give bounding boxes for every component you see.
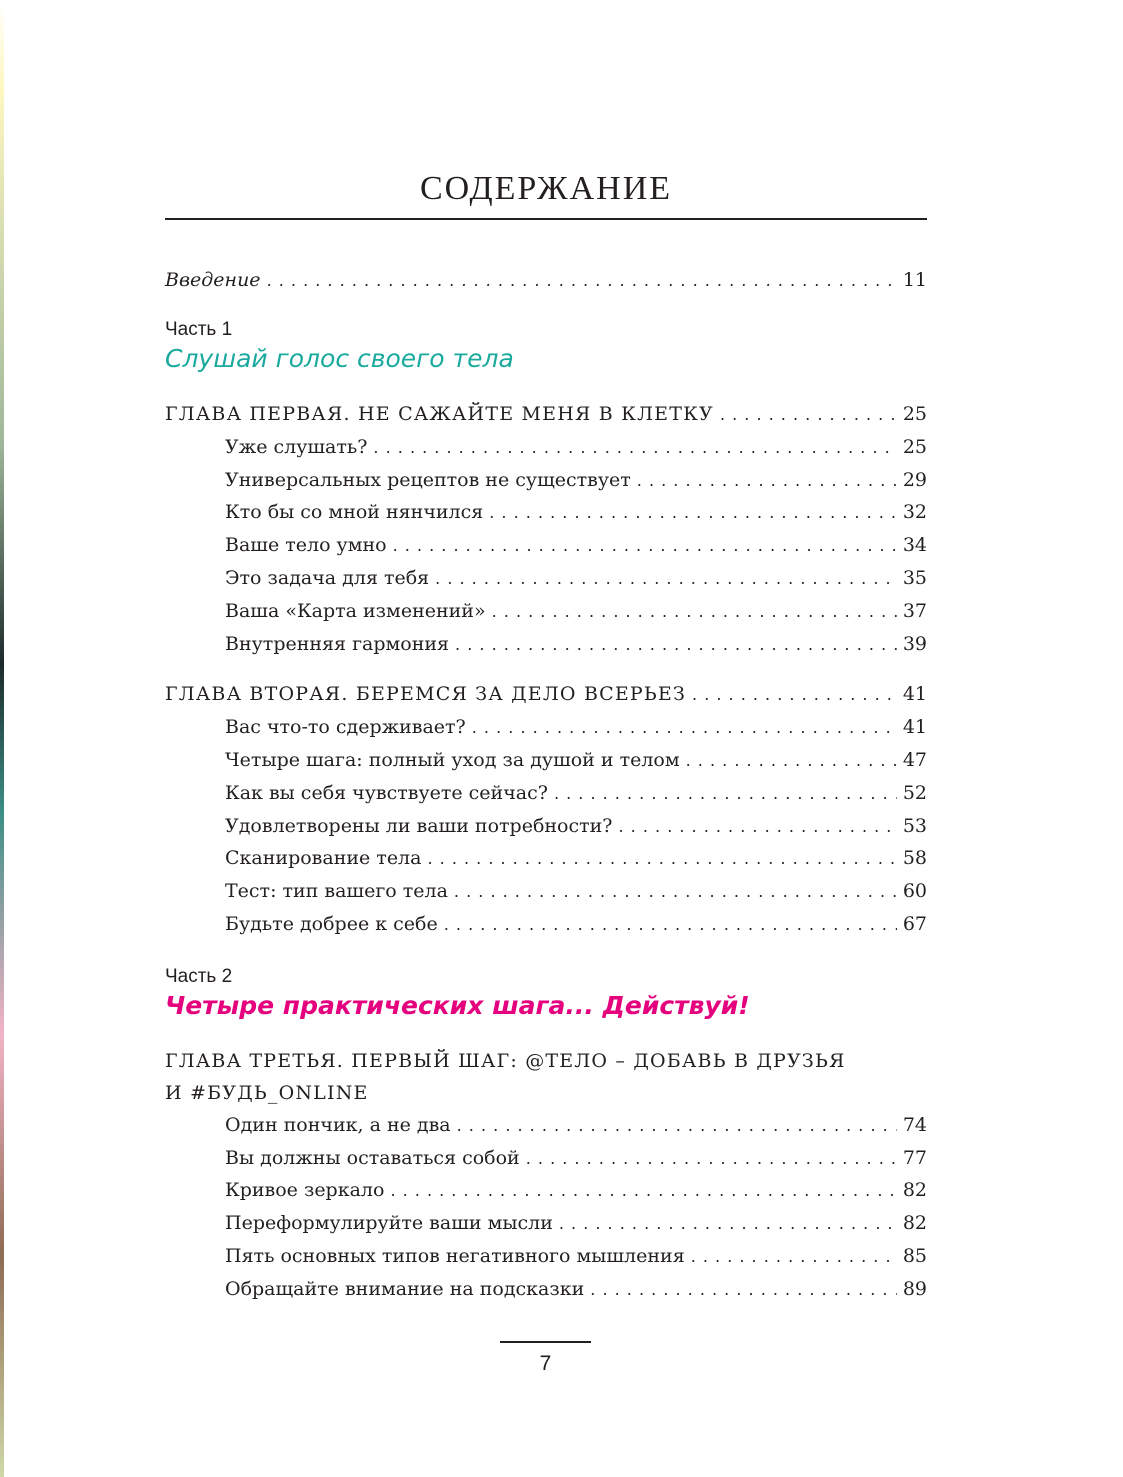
leader-dots	[559, 1208, 897, 1241]
leader-dots	[454, 876, 897, 909]
toc-entry-label: Сканирование тела	[225, 847, 422, 870]
toc-entry-intro[interactable]	[165, 262, 927, 298]
toc-entry[interactable]	[165, 1174, 927, 1207]
toc-entry-label: Ваша «Карта изменений»	[225, 599, 486, 622]
toc-entry-label: Переформулируйте ваши мысли	[225, 1212, 553, 1235]
toc-entry[interactable]	[165, 908, 927, 941]
toc-entry-label: Будьте добрее к себе	[225, 912, 438, 935]
toc-entry-label: Обращайте внимание на подсказки	[225, 1277, 585, 1300]
toc-entry[interactable]	[165, 711, 927, 744]
leader-dots	[691, 1241, 897, 1274]
part-title: Четыре практических шага... Действуй!	[165, 990, 750, 1020]
toc-entry[interactable]	[165, 529, 927, 562]
toc-entry-page: 32	[902, 501, 927, 524]
toc-entry[interactable]	[165, 810, 927, 843]
page-number: 7	[539, 1352, 552, 1375]
leader-dots	[526, 1143, 897, 1176]
toc-entry-page: 37	[902, 599, 927, 622]
toc-entry-page: 74	[902, 1113, 927, 1136]
toc-entry-label: Уже слушать?	[225, 435, 368, 458]
chapter-title-line: ГЛАВА ТРЕТЬЯ. ПЕРВЫЙ ШАГ: @ТЕЛО – ДОБАВЬ В ДРУЗЬЯ	[165, 1049, 846, 1072]
toc-entry-page: 60	[902, 880, 927, 903]
toc-entry[interactable]	[165, 595, 927, 628]
toc-entry-page: 29	[902, 468, 927, 491]
leader-dots	[492, 596, 897, 629]
toc-entry-page: 35	[902, 566, 927, 589]
toc-entry-page: 11	[902, 269, 927, 291]
leader-dots	[427, 843, 896, 876]
toc-entry-page: 41	[902, 716, 927, 739]
table-of-contents	[165, 262, 927, 1306]
leader-dots	[489, 497, 897, 530]
toc-entry-page: 39	[902, 632, 927, 655]
toc-entry-page: 85	[902, 1244, 927, 1267]
toc-entry[interactable]	[165, 875, 927, 908]
toc-entry-page: 58	[902, 847, 927, 870]
part-title: Слушай голос своего тела	[165, 344, 514, 373]
leader-dots	[390, 1175, 896, 1208]
toc-entry-page: 67	[902, 912, 927, 935]
toc-entry-label: Введение	[165, 269, 261, 291]
toc-entry[interactable]	[165, 628, 927, 661]
toc-entry-page: 41	[902, 683, 927, 706]
leader-dots	[373, 432, 896, 465]
leader-dots	[455, 629, 897, 662]
toc-entry-label: Вы должны оставаться собой	[225, 1146, 520, 1169]
leader-dots	[619, 811, 897, 844]
toc-entry-page: 47	[902, 748, 927, 771]
footer-rule	[500, 1341, 591, 1343]
toc-entry[interactable]	[165, 1273, 927, 1306]
toc-entry[interactable]	[165, 744, 927, 777]
leader-dots	[590, 1274, 897, 1307]
toc-entry[interactable]	[165, 842, 927, 875]
toc-entry-label: Вас что-то сдерживает?	[225, 716, 466, 739]
toc-entry-page: 34	[902, 534, 927, 557]
leader-dots	[444, 909, 897, 942]
part-label: Часть 1	[165, 319, 233, 340]
toc-entry[interactable]	[165, 562, 927, 595]
toc-entry-label: Кто бы со мной нянчился	[225, 501, 484, 524]
leader-dots	[554, 778, 897, 811]
toc-entry-label: Ваше тело умно	[225, 534, 387, 557]
leader-dots	[692, 679, 897, 712]
toc-entry-label: Четыре шага: полный уход за душой и телом	[225, 748, 680, 771]
leader-dots	[457, 1110, 897, 1143]
toc-entry-label: Удовлетворены ли ваши потребности?	[225, 814, 613, 837]
leader-dots	[686, 745, 897, 778]
spacer	[165, 660, 927, 678]
toc-entry[interactable]	[165, 1240, 927, 1273]
toc-entry-page: 89	[902, 1277, 927, 1300]
leader-dots	[393, 530, 897, 563]
toc-chapter[interactable]	[165, 678, 927, 711]
toc-entry-page: 82	[902, 1212, 927, 1235]
page-title: СОДЕРЖАНИЕ	[419, 170, 673, 207]
toc-entry-label: Один пончик, а не два	[225, 1113, 451, 1136]
leader-dots	[472, 712, 897, 745]
toc-entry-label: Пять основных типов негативного мышления	[225, 1244, 685, 1267]
toc-entry-label: Это задача для тебя	[225, 566, 430, 589]
chapter-title: ГЛАВА ВТОРАЯ. БЕРЕМСЯ ЗА ДЕЛО ВСЕРЬЕЗ	[165, 683, 687, 706]
toc-entry-label: Внутренняя гармония	[225, 632, 450, 655]
toc-entry[interactable]	[165, 431, 927, 464]
toc-entry[interactable]	[165, 777, 927, 810]
toc-entry-page: 82	[902, 1179, 927, 1202]
toc-entry-page: 53	[902, 814, 927, 837]
toc-chapter[interactable]	[165, 398, 927, 431]
toc-chapter[interactable]	[165, 1045, 927, 1109]
toc-entry[interactable]	[165, 496, 927, 529]
part-label: Часть 2	[165, 965, 233, 987]
toc-entry-page: 25	[902, 403, 927, 425]
toc-entry-page: 25	[902, 435, 927, 458]
toc-entry[interactable]	[165, 1109, 927, 1142]
toc-entry-page: 77	[902, 1146, 927, 1169]
toc-entry-label: Как вы себя чувствуете сейчас?	[225, 781, 548, 804]
toc-entry-page: 52	[902, 781, 927, 804]
chapter-title-line: И #БУДЬ_ONLINE	[165, 1081, 369, 1104]
toc-entry[interactable]	[165, 1142, 927, 1175]
page-edge	[0, 0, 4, 1477]
title-rule	[165, 218, 927, 220]
toc-entry[interactable]	[165, 464, 927, 497]
leader-dots	[435, 563, 897, 596]
leader-dots	[720, 399, 897, 432]
leader-dots	[637, 465, 897, 498]
chapter-title: ГЛАВА ПЕРВАЯ. НЕ САЖАЙТЕ МЕНЯ В КЛЕТКУ	[165, 403, 714, 425]
toc-entry-label: Универсальных рецептов не существует	[225, 468, 631, 491]
toc-entry[interactable]	[165, 1207, 927, 1240]
toc-entry-label: Тест: тип вашего тела	[225, 880, 448, 903]
toc-entry-label: Кривое зеркало	[225, 1179, 385, 1202]
leader-dots	[267, 263, 897, 299]
